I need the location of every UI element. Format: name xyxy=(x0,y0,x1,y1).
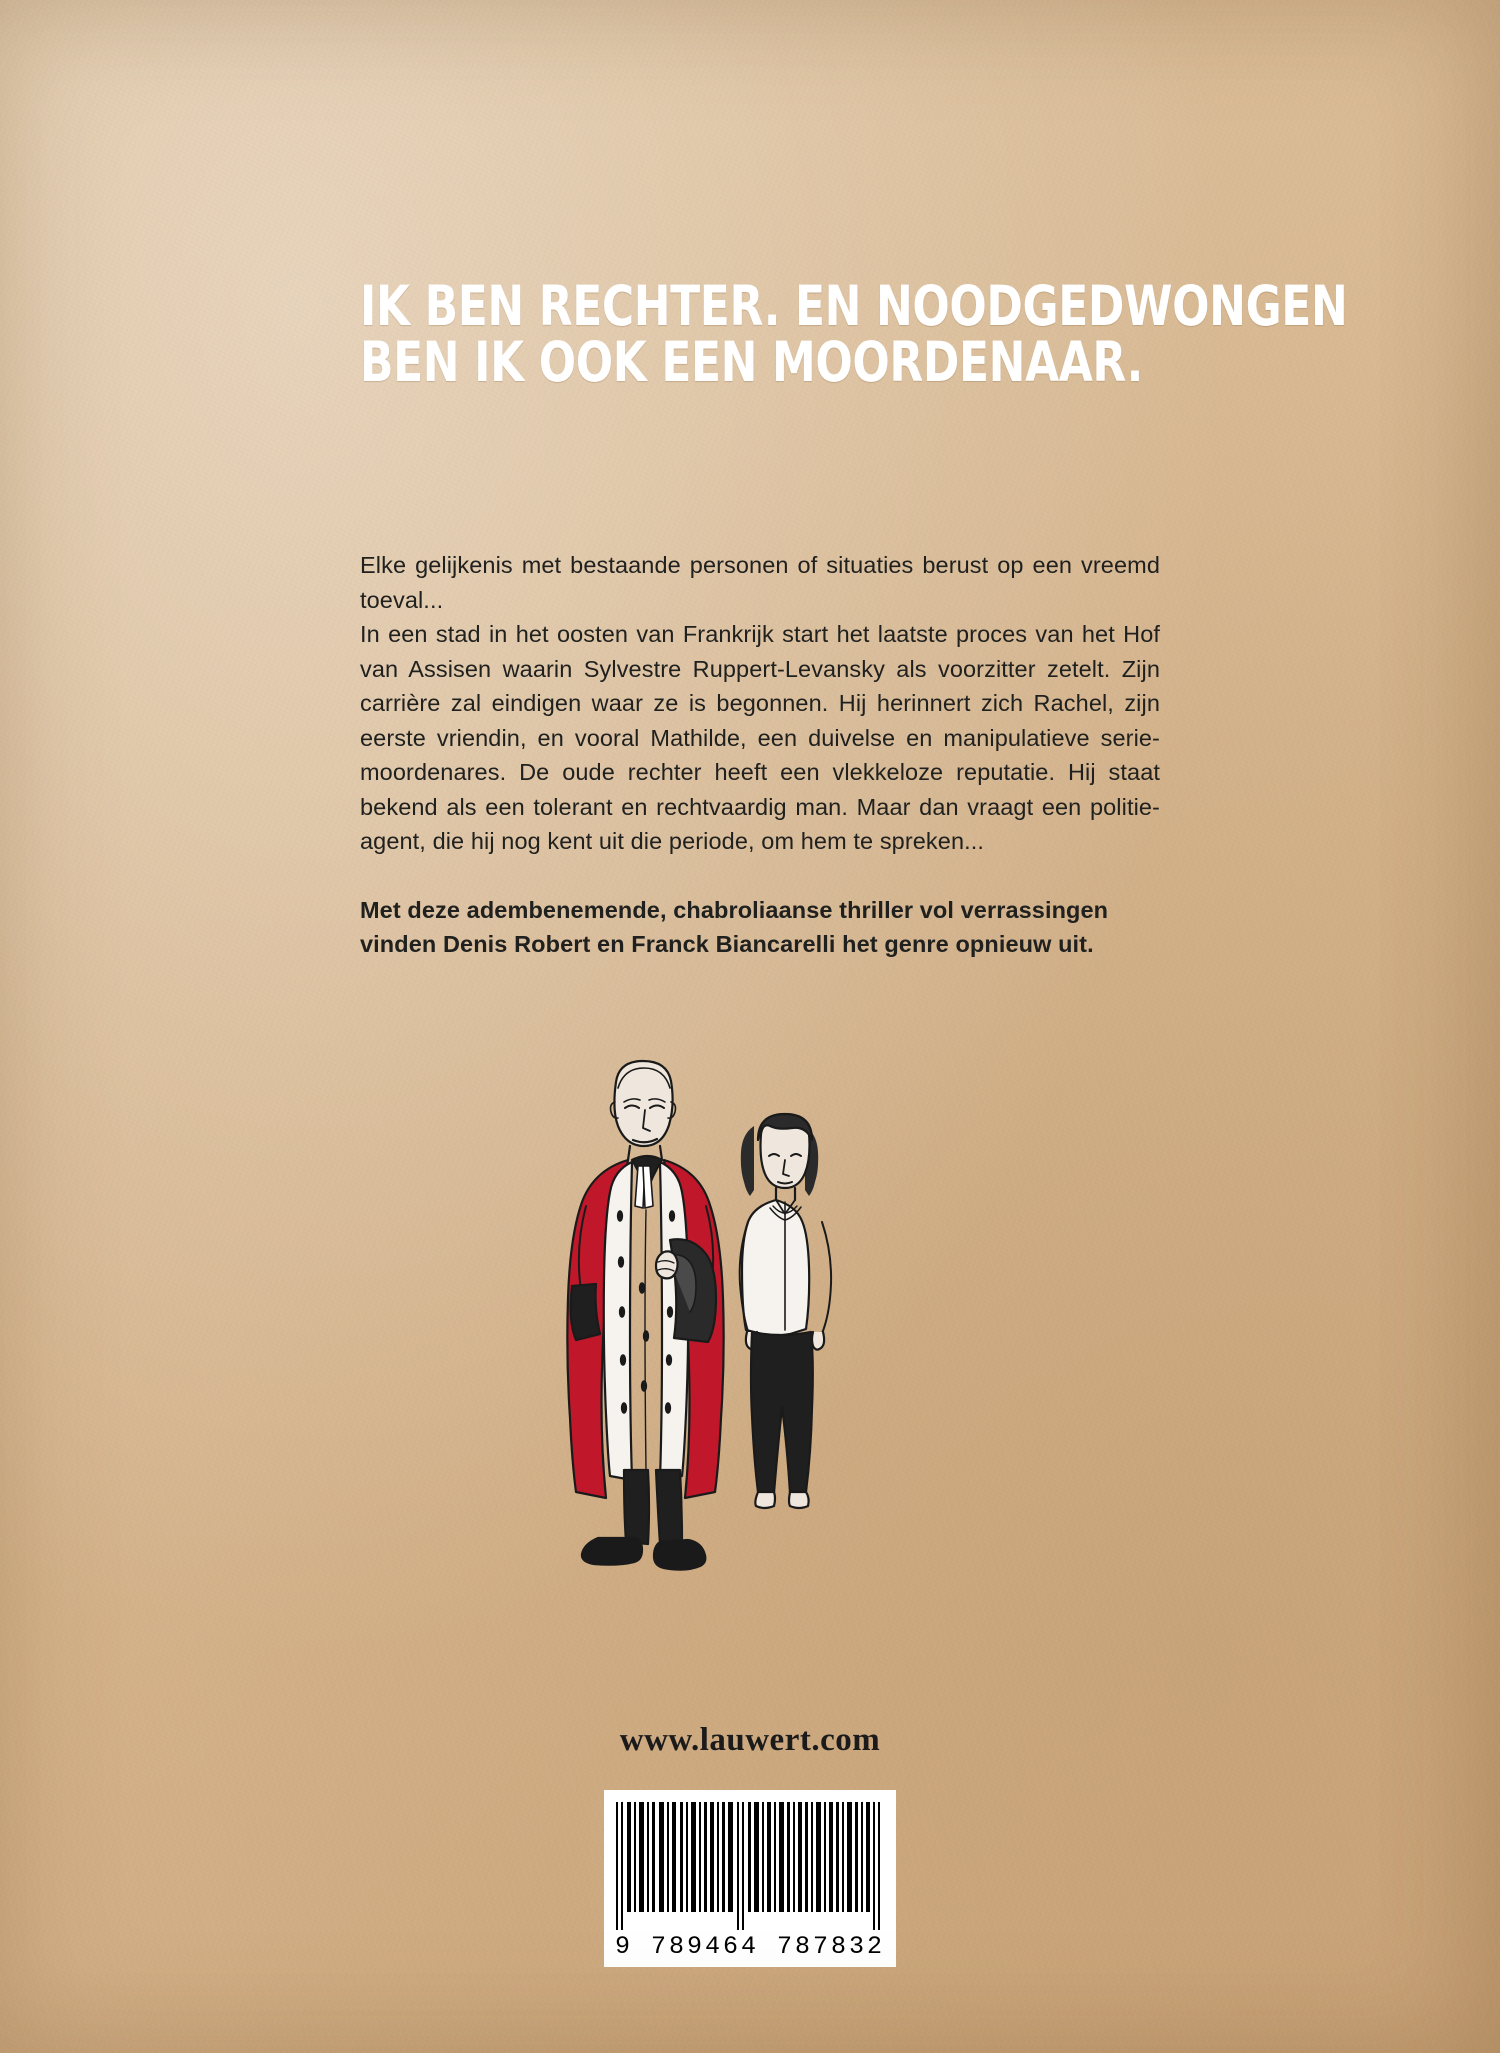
barcode-number: 9 789464 787832 xyxy=(614,1932,886,1961)
barcode-bars xyxy=(614,1802,886,1930)
blurb-paragraph-1: Elke gelijkenis met bestaande personen of situaties berust op een vreemd toeval... xyxy=(360,552,1160,613)
cover-blurb xyxy=(360,548,1160,962)
blurb-paragraph-3: Met deze adembenemende, chabroliaanse thriller vol verrassingen vinden Denis Robert en Franck Biancarelli het genre opnieuw uit. xyxy=(360,896,1109,958)
tagline-line-1: IK BEN RECHTER. EN NOODGEDWONGEN xyxy=(360,274,1348,338)
tagline-line-2: BEN IK OOK EEN MOORDENAAR. xyxy=(360,330,1143,395)
blurb-paragraph-2: In een stad in het oosten van Frankrijk start het laatste proces van het Hof van Assisen waarin Sylvestre Ruppert-Levansky als voorzitter zetelt. Zijn carrière zal eindigen waar ze is begonnen. Hij herinnert zich Rachel, zijn eerste vriendin, en vooral Mathilde, een duivelse en manipulatieve serie-moordenares. De oude rechter heeft een vlekkeloze reputatie. Hij staat bekend als een tolerant en rechtvaardig man. Maar dan vraagt een politie-agent, die hij nog kent uit die periode, om hem te spreken... xyxy=(360,621,1160,855)
cover-tagline xyxy=(360,274,1348,395)
barcode xyxy=(604,1790,896,1967)
website-url[interactable]: www.lauwert.com xyxy=(619,1722,881,1758)
judge-and-woman-illustration xyxy=(520,1030,1000,1650)
